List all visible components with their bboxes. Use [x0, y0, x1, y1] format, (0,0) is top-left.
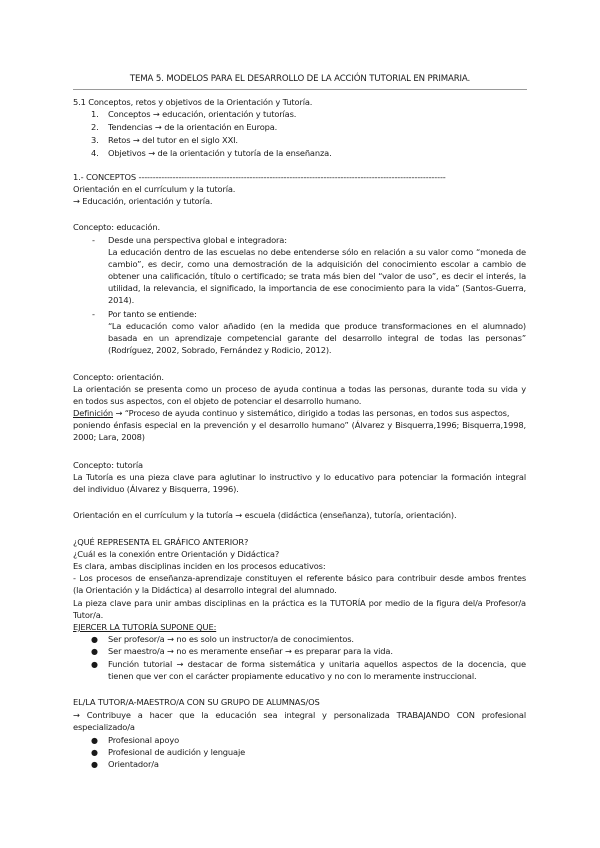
bullet-item: Ser maestro/a → no es meramente enseñar → es preparar para la vida. [108, 646, 393, 656]
quote-line: La educación dentro de las escuelas no debe entenderse sólo en relación a su valor como “moneda de [108, 247, 526, 257]
sub-label: Desde una perspectiva global e integradora: [108, 235, 287, 245]
index-item: Conceptos → educación, orientación y tutorías. [108, 109, 297, 119]
bullet-dot: ● [91, 760, 98, 769]
text-line: La orientación se presenta como un proceso de ayuda continua a todas las personas, durante toda su vida y [73, 384, 526, 394]
index-item: Objetivos → de la orientación y tutoría de la enseñanza. [108, 148, 332, 158]
index-number: 4. [91, 148, 99, 158]
text-line: (la Orientación y la Didáctica) al desarrollo integral del alumnado. [73, 585, 337, 595]
text-line: → Educación, orientación y tutoría. [73, 196, 213, 206]
text-line: La pieza clave para unir ambas disciplinas en la práctica es la TUTORÍA por medio de la figura del/a Profesor/a [73, 598, 526, 608]
bullet-dot: ● [91, 748, 98, 757]
definition-line [73, 408, 509, 419]
definition-label: Definición [73, 408, 113, 418]
concept-heading-orientacion: Concepto: orientación. [73, 372, 164, 382]
bullet-dot: ● [91, 647, 98, 656]
index-item: Retos → del tutor en el siglo XXI. [108, 135, 238, 145]
index-number: 3. [91, 135, 99, 145]
bullet-item: Profesional de audición y lenguaje [108, 747, 246, 757]
subheading-supone: EJERCER LA TUTORÍA SUPONE QUE: [73, 622, 217, 632]
quote-line: cambio”, es decir, como una demostración de la adquisición del conocimiento escolar a cambio de [108, 259, 526, 269]
text-line: especializado/a [73, 722, 135, 732]
page-title: TEMA 5. MODELOS PARA EL DESARROLLO DE LA ACCIÓN TUTORIAL EN PRIMARIA. [129, 74, 471, 84]
text-line: del individuo (Álvarez y Bisquerra, 1996). [73, 484, 239, 494]
index-heading: 5.1 Conceptos, retos y objetivos de la Orientación y Tutoría. [73, 97, 313, 107]
bullet-item: Profesional apoyo [108, 735, 180, 745]
text-line: Orientación en el currículum y la tutoría → escuela (didáctica (enseñanza), tutoría, orientación). [73, 510, 457, 520]
definition-text: → “Proceso de ayuda continuo y sistemático, dirigido a todas las personas, en todos sus aspectos, [113, 408, 510, 418]
text-line: en todos sus aspectos, con el objeto de potenciar el desarrollo humano. [73, 396, 362, 406]
bullet-item-continued: tienen que ver con el carácter propiamente educativo y no con lo meramente instruccional. [108, 671, 477, 681]
concept-heading-educacion: Concepto: educación. [73, 222, 160, 232]
dash-marker: - [92, 309, 95, 319]
dash-marker: - [92, 235, 95, 245]
text-line: Orientación en el currículum y la tutoría. [73, 184, 236, 194]
quote-line: utilidad, la relevancia, el significado, la importancia de ese conocimiento para la vida” (Santos-Guerra, [108, 283, 526, 293]
text-line: Es clara, ambas disciplinas inciden en los procesos educativos: [73, 561, 326, 571]
quote-line: 2014). [108, 295, 135, 305]
quote-line: (Rodríguez, 2002, Sobrado, Fernández y Rodicio, 2012). [108, 345, 332, 355]
sub-label: Por tanto se entiende: [108, 309, 197, 319]
index-number: 2. [91, 122, 99, 132]
text-line: Tutor/a. [73, 610, 104, 620]
index-item: Tendencias → de la orientación en Europa. [108, 122, 278, 132]
bullet-dot: ● [91, 736, 98, 745]
quote-line: obtener una calificación, título o certificado; se trata más bien del “valor de uso”, es decir el interés, la [108, 271, 526, 281]
bullet-item: Ser profesor/a → no es solo un instructor/a de conocimientos. [108, 634, 354, 644]
text-line: → Contribuye a hacer que la educación sea integral y personalizada TRABAJANDO CON profesional [73, 710, 526, 720]
text-line: 2000; Lara, 2008) [73, 432, 145, 442]
quote-line: basada en un aprendizaje competencial garante del desarrollo integral de todas las personas” [108, 333, 526, 343]
bullet-dot: ● [91, 660, 98, 669]
index-number: 1. [91, 109, 99, 119]
bullet-item: Función tutorial → destacar de forma sistemática y unitaria aquellos aspectos de la docencia, que [108, 659, 526, 669]
bullet-item: Orientador/a [108, 759, 159, 769]
text-line: ¿Cuál es la conexión entre Orientación y Didáctica? [73, 549, 280, 559]
text-line: La Tutoría es una pieza clave para aglutinar lo instructivo y lo educativo para potenciar la formación integral [73, 472, 526, 482]
section-heading-grupo: EL/LA TUTOR/A-MAESTRO/A CON SU GRUPO DE ALUMNAS/OS [73, 697, 320, 707]
concept-heading-tutoria: Concepto: tutoría [73, 460, 143, 470]
quote-line: “La educación como valor añadido (en la medida que produce transformaciones en el alumnado) [108, 321, 526, 331]
title-divider [73, 89, 527, 90]
section-heading-conceptos: 1.- CONCEPTOS ------------------------------------------------------------------------------------------------------------ [73, 172, 446, 182]
bullet-dot: ● [91, 635, 98, 644]
text-line: poniendo énfasis especial en la prevención y el desarrollo humano” (Álvarez y Bisquerra,1996; Bisquerra,1998, [73, 420, 526, 430]
section-heading-grafico: ¿QUÉ REPRESENTA EL GRÁFICO ANTERIOR? [73, 537, 249, 547]
text-line: - Los procesos de enseñanza-aprendizaje constituyen el referente básico para contribuir desde ambos frentes [73, 573, 526, 583]
